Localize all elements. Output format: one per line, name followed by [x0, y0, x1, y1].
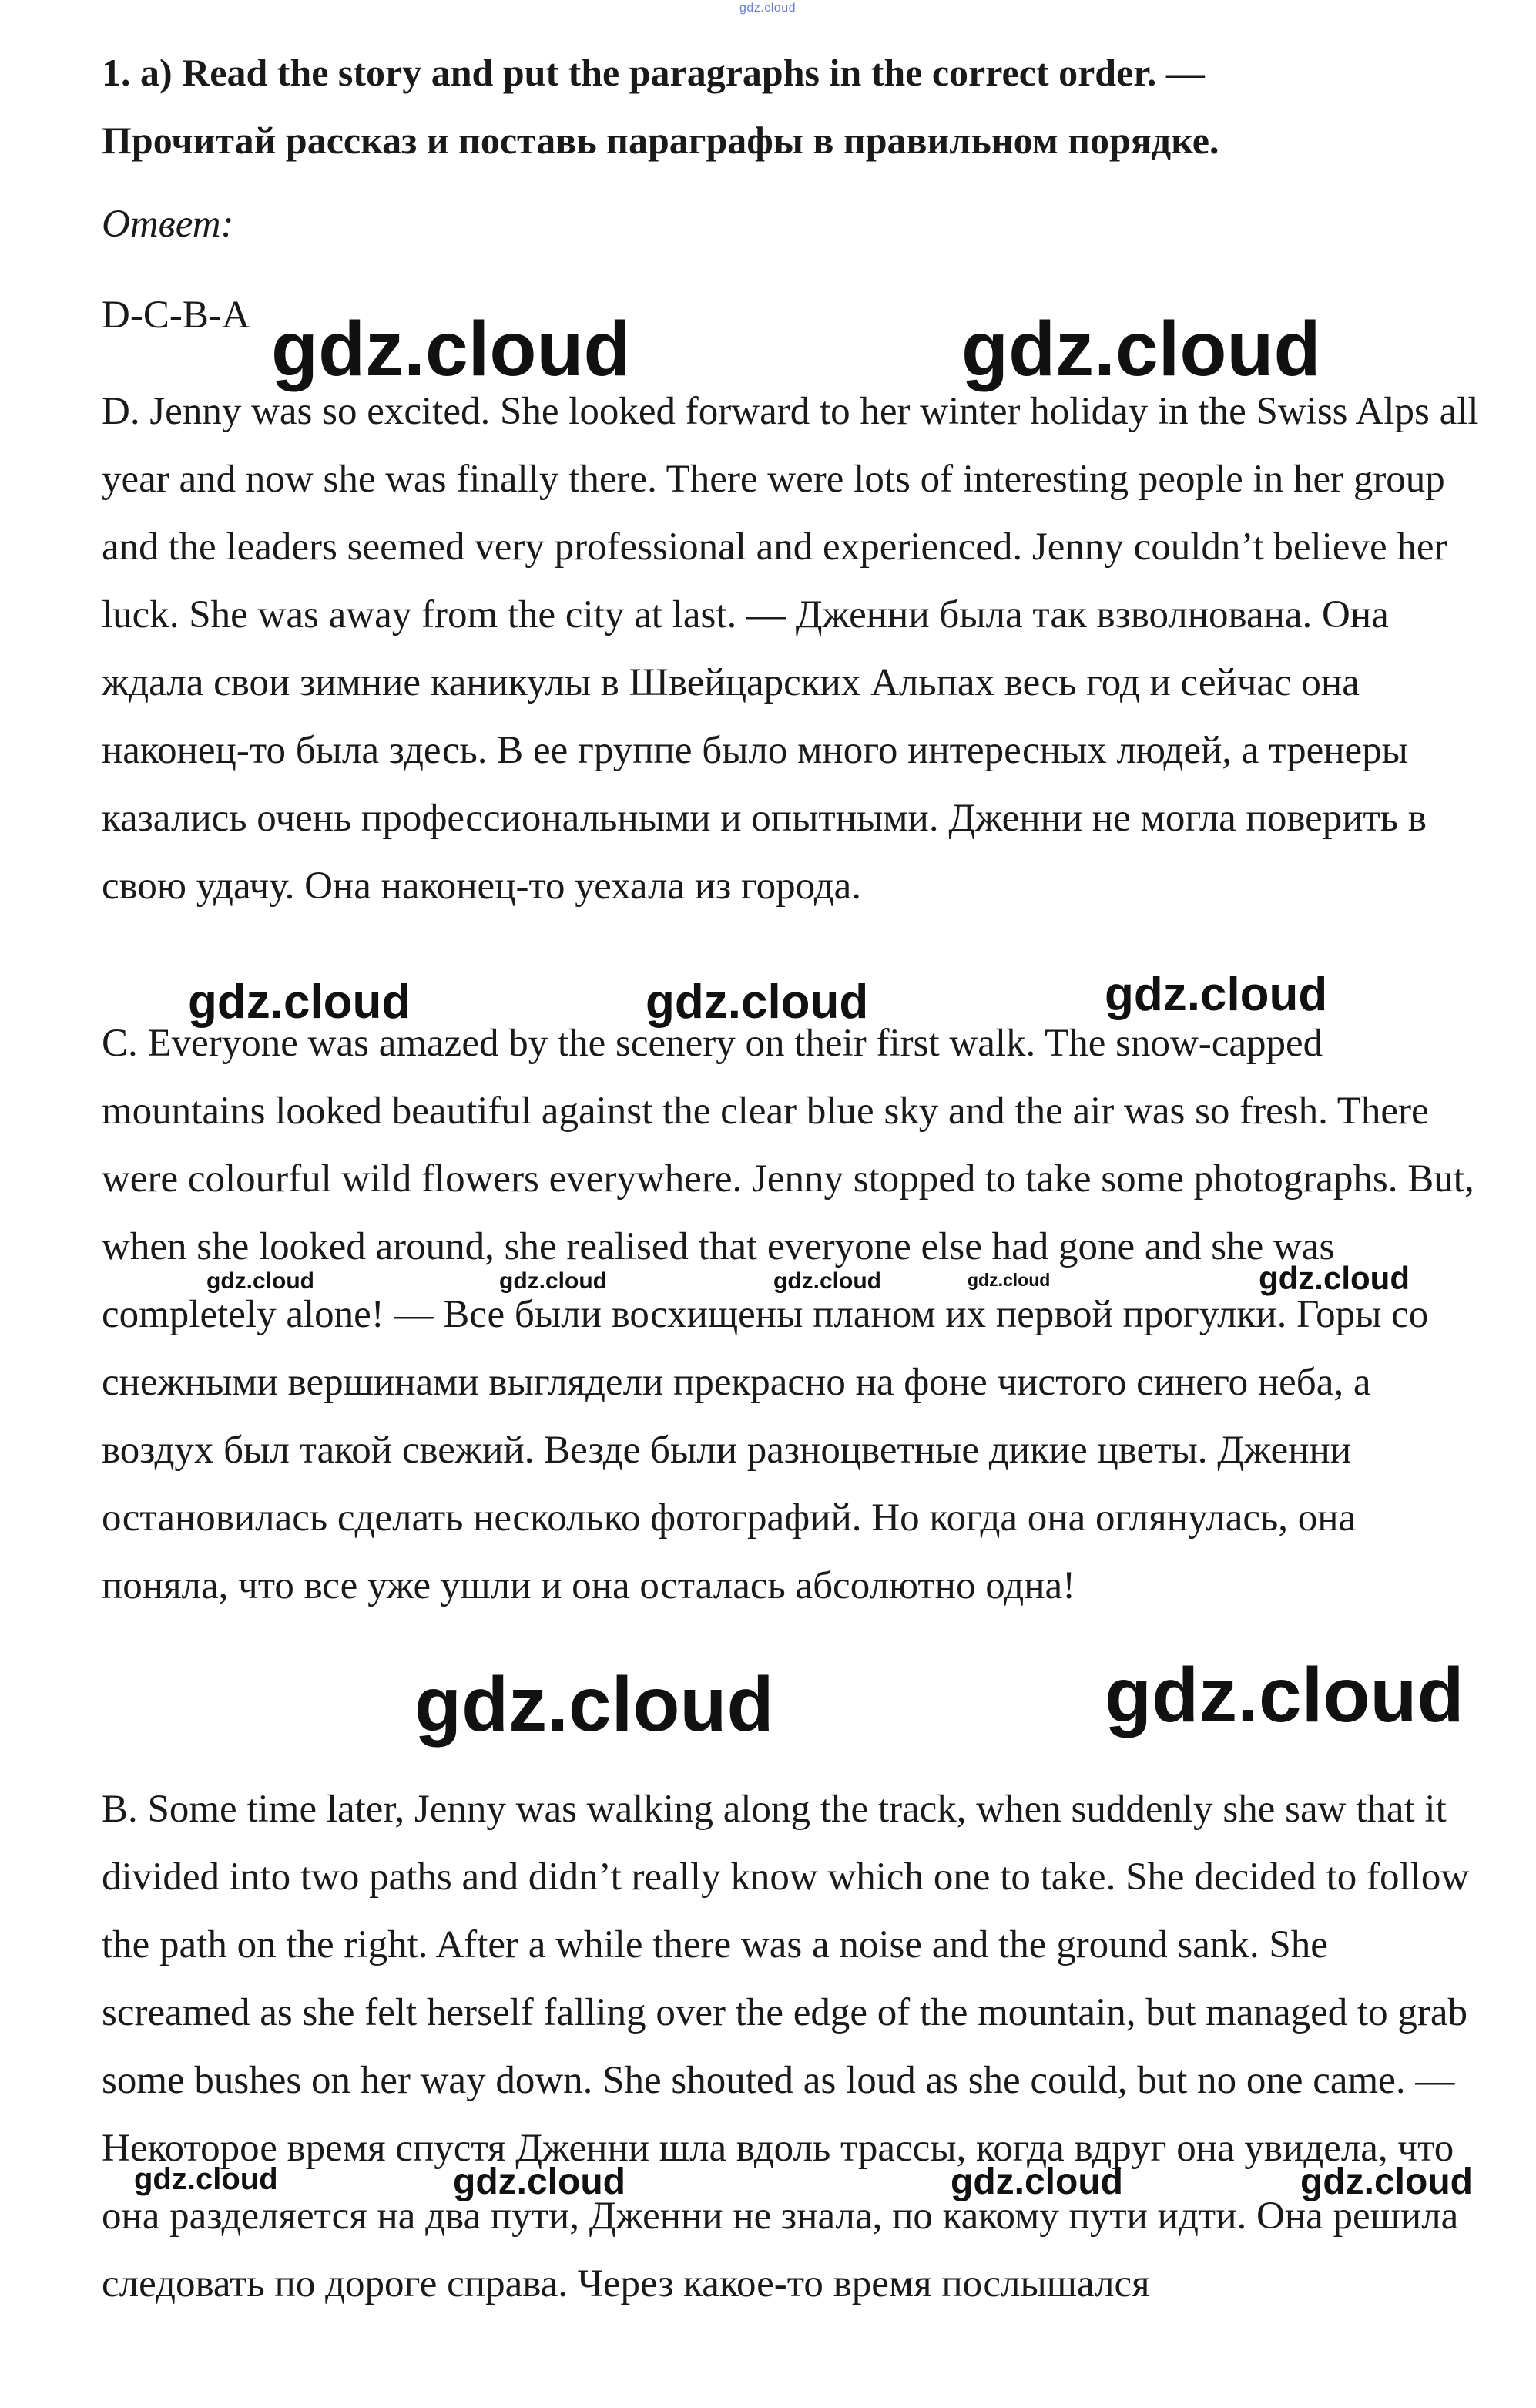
watermark: gdz.cloud — [1300, 2161, 1473, 2202]
watermark: gdz.cloud — [1259, 1260, 1410, 1296]
watermark: gdz.cloud — [968, 1270, 1051, 1290]
answer-value: D-C-B-A — [102, 294, 250, 337]
watermark: gdz.cloud — [773, 1268, 881, 1294]
answer-label: Ответ: — [102, 203, 234, 246]
watermark: gdz.cloud — [1105, 968, 1328, 1021]
top-watermark: gdz.cloud — [739, 2, 796, 15]
watermark: gdz.cloud — [414, 1661, 774, 1748]
watermark: gdz.cloud — [271, 306, 631, 392]
watermark: gdz.cloud — [206, 1268, 314, 1294]
paragraph-b: B. Some time later, Jenny was walking along the track, when suddenly she saw that it divided into two paths and didn’t really know which one to take. She decided to follow the path on the right. After a while there was a noise and the ground sank. She screamed as she felt herself falling over the edge of the mountain, but managed to grab some bushes on her way down. She shouted as loud as she could, but no one came. — Некоторое время спустя Дженни шла вдоль трассы, когда вдруг она увидела, что она разделяется на два пути, Дженни не знала, по какому пути идти. Она решила следовать по дороге справа. Через какое-то время послышался — [102, 1788, 1470, 2306]
paragraph-c: C. Everyone was amazed by the scenery on their first walk. The snow-capped mountains looked beautiful against the clear blue sky and the air was so fresh. There were colourful wild flowers everywhere. Jenny stopped to take some photographs. But, when she looked around, she realised that everyone else had gone and she was completely alone! — Все были восхищены планом их первой прогулки. Горы со снежными вершинами выглядели прекрасно на фоне чистого синего неба, а воздух был такой свежий. Везде были разноцветные дикие цветы. Дженни остановилась сделать несколько фотографий. Но когда она оглянулась, она поняла, что все уже ушли и она осталась абсолютно одна! — [102, 1022, 1474, 1607]
watermark: gdz.cloud — [951, 2161, 1123, 2202]
watermark: gdz.cloud — [499, 1268, 607, 1294]
watermark: gdz.cloud — [1105, 1652, 1464, 1738]
watermark: gdz.cloud — [453, 2161, 625, 2202]
watermark: gdz.cloud — [188, 976, 411, 1029]
paragraph-d: D. Jenny was so excited. She looked forward to her winter holiday in the Swiss Alps all year and now she was finally there. There were lots of interesting people in her group and the leaders seemed very professional and experienced. Jenny couldn’t believe her luck. She was away from the city at last. — Дженни была так взволнована. Она ждала свои зимние каникулы в Швейцарских Альпах весь год и сейчас она наконец-то была здесь. В ее группе было много интересных людей, а тренеры казались очень профессиональными и опытными. Дженни не могла поверить в свою удачу. Она наконец-то уехала из города. — [102, 390, 1479, 908]
watermark: gdz.cloud — [961, 306, 1321, 392]
task-heading — [102, 39, 1488, 174]
watermark: gdz.cloud — [646, 976, 869, 1029]
task-heading-ru: Прочитай рассказ и поставь параграфы в правильном порядке. — [102, 119, 1219, 162]
watermark: gdz.cloud — [134, 2162, 278, 2196]
task-heading-en: 1. a) Read the story and put the paragraphs in the correct order. — — [102, 51, 1205, 94]
